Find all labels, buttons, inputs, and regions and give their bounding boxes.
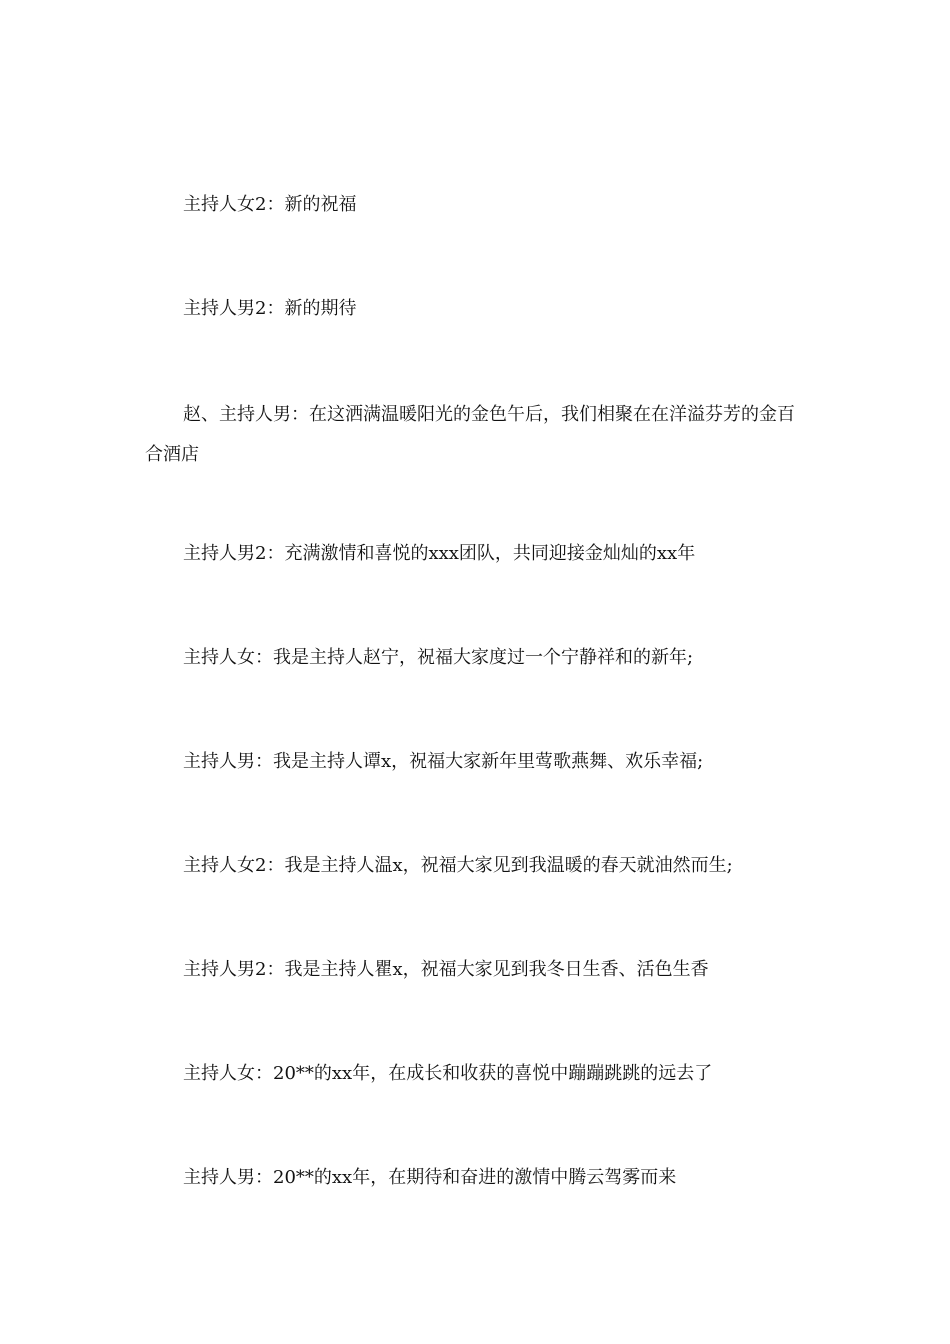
paragraph-2: 主持人男2：新的期待	[183, 298, 357, 319]
paragraph-9: 主持人女：20**的xx年，在成长和收获的喜悦中蹦蹦跳跳的远去了	[183, 1063, 713, 1084]
paragraph-1: 主持人女2：新的祝福	[183, 194, 357, 215]
paragraph-7: 主持人女2：我是主持人温x，祝福大家见到我温暖的春天就油然而生;	[183, 855, 733, 876]
paragraph-3: 赵、主持人男：在这洒满温暖阳光的金色午后，我们相聚在在洋溢芬芳的金百合酒店	[145, 404, 795, 465]
paragraph-5: 主持人女：我是主持人赵宁，祝福大家度过一个宁静祥和的新年;	[183, 647, 694, 668]
paragraph-6: 主持人男：我是主持人谭x，祝福大家新年里莺歌燕舞、欢乐幸福;	[183, 751, 704, 772]
paragraph-10: 主持人男：20**的xx年，在期待和奋进的激情中腾云驾雾而来	[183, 1167, 677, 1188]
paragraph-8: 主持人男2：我是主持人瞿x，祝福大家见到我冬日生香、活色生香	[183, 959, 709, 980]
paragraph-4: 主持人男2：充满激情和喜悦的xxx团队，共同迎接金灿灿的xx年	[183, 543, 696, 564]
